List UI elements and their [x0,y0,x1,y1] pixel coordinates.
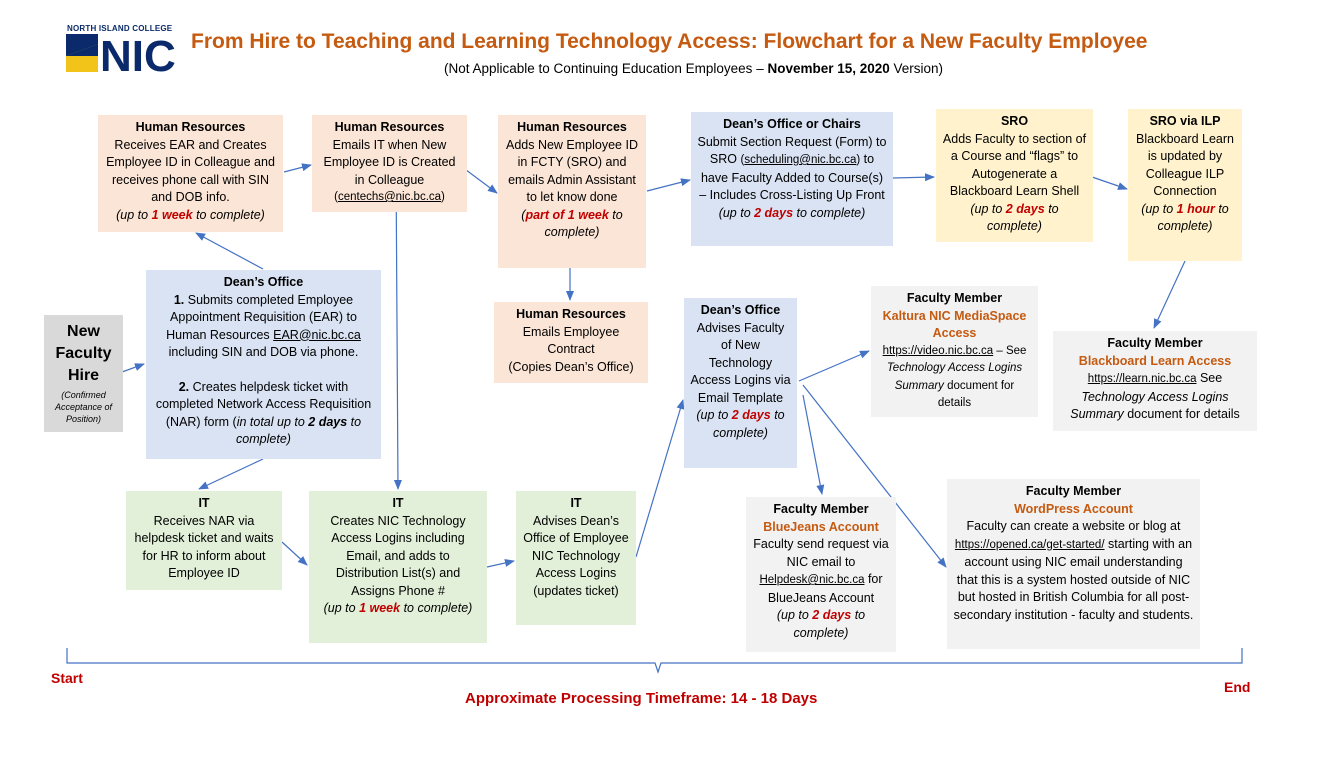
node-deans-office-ear [146,270,381,459]
node-email: (scheduling@nic.bc.ca) [740,154,861,166]
node-title: Dean’s Office or Chairs [723,117,861,131]
start-label: Start [51,670,83,686]
node-body: Emails Employee Contract [522,324,620,356]
node-faculty-wordpress [947,479,1200,649]
account-name: WordPress Account [1014,501,1133,516]
node-time: (up to 1 week to complete) [116,207,265,222]
node-title: New Faculty Hire [55,323,112,384]
account-name: Blackboard Learn Access [1078,353,1232,368]
node-body: Faculty send request via NIC email to Helpdesk@nic.bc.ca for BlueJeans Account [753,537,889,605]
node-title: Human Resources [517,120,627,134]
node-faculty-blackboard [1053,331,1257,431]
node-hr-receives-ear [98,115,283,232]
node-title: Human Resources [516,307,626,321]
node-title: Dean’s Office [223,275,304,289]
node-title: SRO [1000,114,1029,128]
node-body: Receives NAR via helpdesk ticket and waits for HR to inform about Employee ID [134,513,274,580]
scheduling-email-link[interactable]: scheduling@nic.bc.ca [744,154,857,166]
node-faculty-kaltura [871,286,1038,417]
account-name: Kaltura NIC MediaSpace Access [882,308,1027,340]
node-time: (up to 2 days to complete) [696,408,785,440]
node-body: Faculty can create a website or blog at https://opened.ca/get-started/ starting with an account using NIC email understanding that this is a system hosted outside of NIC but hosted in British Columbia for all post-secondary institution - faculty and students. [953,519,1194,622]
node-body: Advises Dean’s Office of Employee NIC Technology Access Logins (updates ticket) [523,513,629,598]
blackboard-url-link[interactable]: https://learn.nic.bc.ca [1087,373,1197,385]
node-time: (up to 1 week to complete) [323,601,473,615]
logo-text: NIC [100,34,176,74]
helpdesk-email-link[interactable]: Helpdesk@nic.bc.ca [759,574,865,586]
node-title: SRO via ILP [1149,114,1221,128]
node-body: Adds Faculty to section of a Course and “flags” to Autogenerate a Blackboard Learn Shell [942,131,1087,198]
node-body: Adds New Employee ID in FCTY (SRO) and emails Admin Assistant to let know done [505,137,638,204]
kaltura-url-link[interactable]: https://video.nic.bc.ca [882,344,994,357]
node-body: Receives EAR and Creates Employee ID in Colleague and receives phone call with SIN and DOB info. [106,137,275,204]
node-time: (up to 2 days to complete) [776,608,866,640]
page-subtitle: (Not Applicable to Continuing Education Employees – November 15, 2020 Version) [444,61,944,76]
node-title: Faculty Member [906,291,1003,305]
opened-url-link[interactable]: https://opened.ca/get-started/ [954,538,1105,551]
node-faculty-bluejeans [746,497,896,652]
node-deans-or-chairs: Dean’s Office or Chairs Submit Section Request (Form) to SRO (scheduling@nic.bc.ca) to have Faculty Added to Course(s) – Includes Cross-Listing Up Front (up to 2 days to complete) [691,112,893,246]
node-it-advises-deans [516,491,636,625]
node-title: IT [392,496,404,510]
logo-caption: NORTH ISLAND COLLEGE [67,24,173,33]
node-title: IT [198,496,210,510]
node-hr-emails-contract [494,302,648,383]
node-note: (Confirmed Acceptance of Position) [54,390,113,424]
node-body: Blackboard Learn is updated by Colleague ILP Connection [1136,131,1234,198]
node-deans-office-advises-faculty [684,298,797,468]
node-time: (up to 2 days to complete) [718,205,866,220]
page-title: From Hire to Teaching and Learning Technology Access: Flowchart for a New Faculty Employee [191,30,1148,53]
node-title: Faculty Member [1107,336,1203,350]
node-title: Dean’s Office [700,303,781,317]
step-1: 1. Submits completed Employee Appointment Requisition (EAR) to Human Resources EAR@nic.bc.ca including SIN and DOB via phone. [166,292,361,359]
node-title: Faculty Member [773,502,869,516]
node-sro-via-ilp [1128,109,1242,261]
node-title: IT [570,496,582,510]
step-2: 2. Creates helpdesk ticket with completed Network Access Requisition (NAR) form (in total up to 2 days to complete) [155,379,372,446]
node-sro [936,109,1093,242]
node-body: Submit Section Request (Form) to SRO [697,134,887,166]
node-it-receives-nar [126,491,282,590]
node-title: Faculty Member [1025,484,1122,498]
node-title: Human Resources [135,120,246,134]
node-body: https://video.nic.bc.ca – See Technology Access Logins Summary document for details [882,344,1027,409]
end-label: End [1224,679,1251,695]
timeframe-label: Approximate Processing Timeframe: 14 - 18 Days [465,690,818,707]
node-time: (up to 2 days to complete) [970,201,1059,233]
node-time: (up to 1 hour to complete) [1141,201,1229,233]
node-body: Emails IT when New Employee ID is Created in Colleague [323,137,456,187]
centechs-email-link[interactable]: centechs@nic.bc.ca [337,191,442,203]
node-time: (part of 1 week to complete) [521,207,623,239]
node-body: https://learn.nic.bc.ca See Technology Access Logins Summary document for details [1070,371,1240,421]
node-title: Human Resources [334,120,445,134]
node-email: (centechs@nic.bc.ca) [334,191,445,203]
node-new-faculty-hire [44,315,123,432]
account-name: BlueJeans Account [763,519,879,534]
ear-email-link[interactable]: EAR@nic.bc.ca [273,327,361,342]
node-body: Creates NIC Technology Access Logins including Email, and adds to Distribution List(s) and Assigns Phone # [330,513,466,598]
node-body: Advises Faculty of New Technology Access Logins via Email Template [690,320,791,405]
node-it-creates-logins [309,491,487,643]
node-hr-adds-employee-id [498,115,646,268]
node-note: (Copies Dean’s Office) [508,359,634,374]
node-hr-emails-it [312,115,467,212]
